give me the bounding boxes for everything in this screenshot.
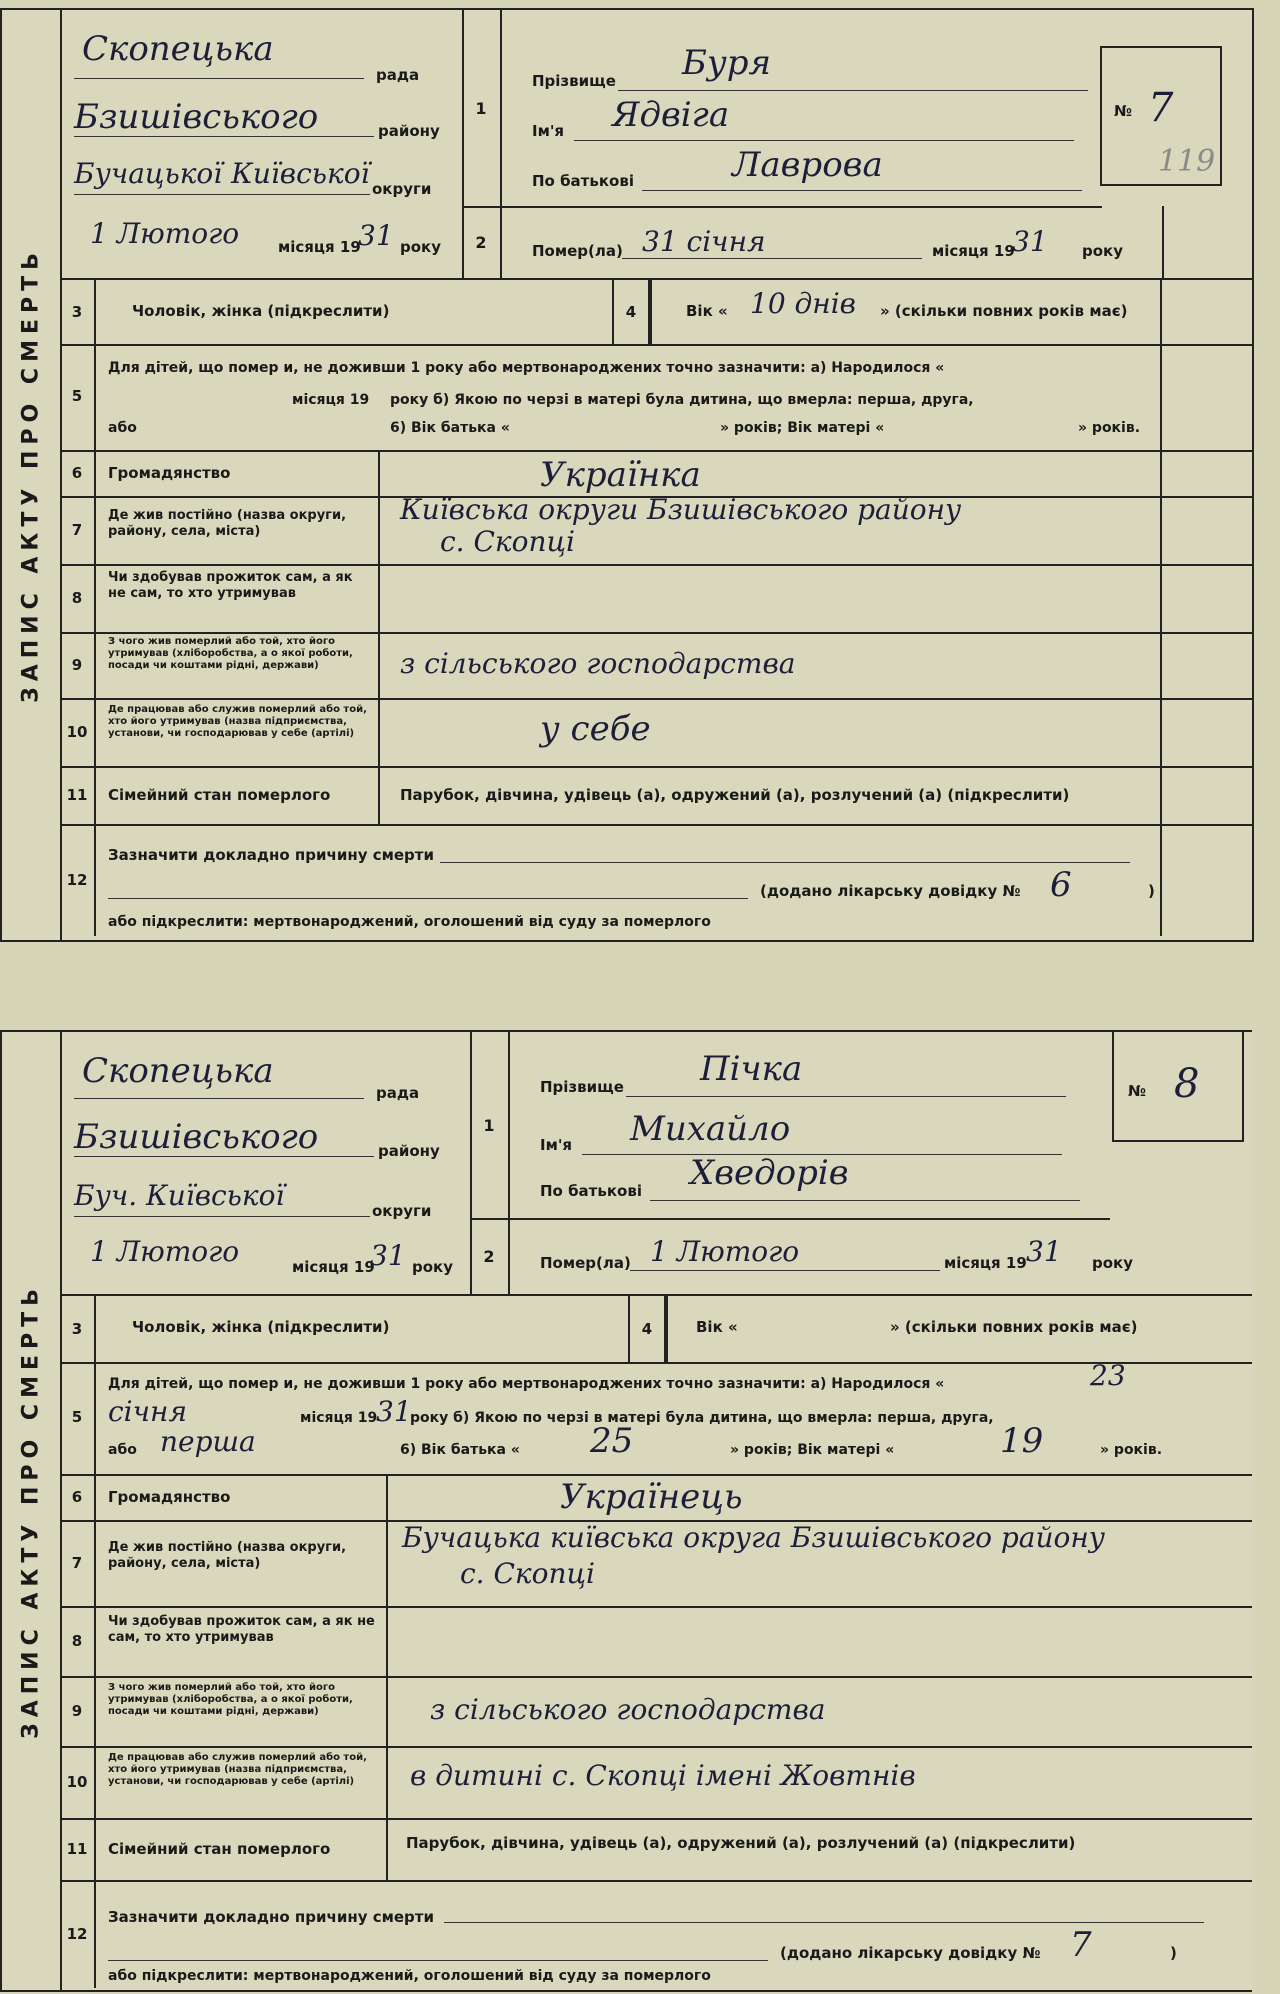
death-date-block [510,1218,1240,1294]
row-5-number: 5 [60,1360,96,1474]
income-source-label: З чого жив померлий або той, хто його утримував (хліборобства, а о якої роботи, посади чи коштами рідні, держави) [108,636,353,671]
sex-label: Чоловік, жінка (підкреслити) [132,1318,390,1336]
old-record-number: 119 [1158,144,1216,179]
birth-order-value: перша [160,1425,256,1458]
children-father-age-label: 6) Вік батька « [400,1442,520,1458]
row-4-number: 4 [630,1296,666,1362]
cause-label: Зазначити докладно причину смерти [108,1908,434,1926]
children-month-label: місяця 19 [300,1410,378,1426]
patronymic-value: Лаврова [732,145,883,185]
row-5-number: 5 [60,342,96,450]
citizenship-label: Громадянство [108,464,231,482]
row-6-number: 6 [60,450,96,496]
sex-label: Чоловік, жінка (підкреслити) [132,302,390,320]
death-year-value: 31 [1012,225,1048,258]
row-8-number: 8 [60,1606,96,1676]
workplace-label: Де працював або служив померлий або той, хто його утримував (назва підприємства, установи, чи господарював у себе (артілі) [108,1752,367,1787]
row-4-number: 4 [614,280,650,344]
residence-value-2: с. Скопці [440,525,576,558]
livelihood-label: Чи здобував прожиток сам, а як не сам, то хто утримував [108,570,353,601]
surname-label: Прізвище [540,1078,624,1096]
children-line-1: Для дітей, що помер и, не доживши 1 року або мертвонароджених точно зазначити: а) Народилося « [108,1376,945,1392]
record-month-label: місяця 19 [278,238,361,256]
certificate-value: 6 [1050,865,1072,905]
children-mother-age-label: » років; Вік матері « [720,420,885,436]
side-title: ЗАПИС АКТУ ПРО СМЕРТЬ [18,1283,44,1739]
age-value: 10 днів [750,287,856,320]
certificate-label: (додано лікарську довідку № [780,1944,1041,1962]
name-value: Ядвіга [612,95,730,135]
side-title: ЗАПИС АКТУ ПРО СМЕРТЬ [18,247,44,703]
row-5 [60,1360,1252,1476]
row-11 [60,1818,1252,1882]
residence-label: Де жив постійно (назва округи, району, села, міста) [108,1540,347,1571]
livelihood-label: Чи здобував прожиток сам, а як не сам, то хто утримував [108,1614,375,1645]
marital-options: Парубок, дівчина, удівець (а), одружений (а), розлучений (а) (підкреслити) [400,786,1070,804]
row-10-number: 10 [60,698,96,766]
okrug-value: Бучацької Київської [74,157,370,190]
surname-value: Пічка [700,1049,803,1089]
row-6-number: 6 [60,1474,96,1520]
row-11-number: 11 [60,766,96,824]
record-number-box [1112,1032,1244,1142]
death-record-2 [0,1030,1252,1992]
side-title-panel [2,10,62,940]
row-7 [60,493,1252,566]
certificate-close: ) [1148,882,1155,900]
citizenship-value: Українка [540,455,701,495]
marital-options: Парубок, дівчина, удівець (а), одружений (а), розлучений (а) (підкреслити) [406,1834,1076,1852]
death-day-value: 31 січня [642,225,766,258]
row-12 [60,824,1252,936]
row-9 [60,632,1252,700]
row-3-4 [60,278,1252,346]
children-father-age-label: 6) Вік батька « [390,420,510,436]
name-value: Михайло [630,1109,791,1149]
record-year-label: року [412,1258,454,1276]
death-record-1 [0,8,1254,942]
row-7-number: 7 [60,496,96,564]
children-month-label: місяця 19 [292,392,370,408]
patronymic-label: По батькові [532,172,634,190]
row-2-number: 2 [462,206,502,278]
row-3-number: 3 [60,280,96,344]
row-1-number: 1 [470,1032,510,1220]
row-10 [60,698,1252,768]
death-label: Помер(ла) [532,242,623,260]
age-tail-label: » (скільки повних років має) [880,302,1128,320]
children-abo-label: або [108,1442,137,1458]
row-12-number: 12 [60,1880,96,1988]
certificate-close: ) [1170,1944,1177,1962]
row-10-number: 10 [60,1746,96,1818]
record-month-label: місяця 19 [292,1258,375,1276]
name-label: Ім'я [532,122,565,140]
raion-label: району [378,1142,440,1160]
death-day-value: 1 Лютого [650,1235,800,1268]
residence-value-1: Київська округи Бзишівського району [400,493,962,526]
row-12 [60,1880,1252,1988]
workplace-label: Де працював або служив померлий або той, хто його утримував (назва підприємства, установи, чи господарював у себе (артілі) [108,704,367,739]
death-year-label: року [1092,1254,1134,1272]
stillborn-note: або підкреслити: мертвонароджений, оголошений від суду за померлого [108,1968,711,1984]
children-mother-age-label: » років; Вік матері « [730,1442,895,1458]
row-3-number: 3 [60,1296,96,1362]
record-number-value: 7 [1148,85,1174,131]
row-7 [60,1520,1252,1608]
born-day-value: 23 [1090,1359,1126,1392]
mother-age-value: 19 [1000,1421,1044,1461]
certificate-label: (додано лікарську довідку № [760,882,1021,900]
header-block-left [60,1032,472,1296]
row-10 [60,1746,1252,1820]
person-block [502,10,1102,208]
row-6 [60,450,1252,498]
surname-label: Прізвище [532,72,616,90]
death-date-block [502,206,1164,278]
workplace-value: у себе [540,709,651,749]
surname-value: Буря [682,43,771,83]
income-source-value: з сільського господарства [430,1693,826,1726]
children-abo-label: або [108,420,137,436]
marital-label: Сімейний стан померлого [108,1840,331,1858]
residence-value-1: Бучацька київська округа Бзишівського району [402,1521,1106,1554]
born-year-value: 31 [376,1395,412,1428]
income-source-label: З чого жив померлий або той, хто його утримував (хліборобства, а о якої роботи, посади чи коштами рідні, держави) [108,1682,353,1717]
row-9-number: 9 [60,632,96,698]
row-9 [60,1676,1252,1748]
row-8-number: 8 [60,564,96,632]
residence-value-2: с. Скопці [460,1557,596,1590]
record-day-value: 1 Лютого [90,217,240,250]
father-age-value: 25 [590,1421,634,1461]
children-line-2: року б) Якою по черзі в матері була дитина, що вмерла: перша, друга, [410,1410,994,1426]
stillborn-note: або підкреслити: мертвонароджений, оголошений від суду за померлого [108,914,711,930]
rada-label: рада [376,1084,420,1102]
citizenship-value: Українець [560,1477,743,1517]
record-number-box [1100,46,1222,186]
record-number-value: 8 [1174,1061,1200,1107]
patronymic-value: Хведорів [690,1153,849,1193]
rada-value: Скопецька [82,1051,274,1091]
person-block [510,1032,1110,1220]
row-11-number: 11 [60,1818,96,1880]
children-line-2: року б) Якою по черзі в матері була дитина, що вмерла: перша, друга, [390,392,974,408]
death-year-value: 31 [1026,1235,1062,1268]
death-month-label: місяця 19 [944,1254,1027,1272]
children-years-end-label: » років. [1100,1442,1163,1458]
row-2-number: 2 [470,1218,510,1294]
workplace-value: в дитині с. Скопці імені Жовтнів [410,1759,916,1792]
row-12-number: 12 [60,824,96,936]
row-7-number: 7 [60,1520,96,1606]
header-block-left [60,10,464,280]
record-year-label: року [400,238,442,256]
death-month-label: місяця 19 [932,242,1015,260]
age-label: Вік « [696,1318,738,1336]
row-11 [60,766,1252,826]
record-number-label: № [1114,102,1133,120]
row-9-number: 9 [60,1676,96,1746]
citizenship-label: Громадянство [108,1488,231,1506]
patronymic-label: По батькові [540,1182,642,1200]
death-year-label: року [1082,242,1124,260]
certificate-value: 7 [1070,1925,1092,1965]
name-label: Ім'я [540,1136,573,1154]
rada-label: рада [376,66,420,84]
marital-label: Сімейний стан померлого [108,786,331,804]
cause-label: Зазначити докладно причину смерти [108,846,434,864]
okrug-label: округи [372,1202,432,1220]
okrug-value: Буч. Київської [74,1179,285,1212]
raion-value: Бзишівського [74,97,319,137]
age-tail-label: » (скільки повних років має) [890,1318,1138,1336]
raion-label: району [378,122,440,140]
residence-label: Де жив постійно (назва округи, району, села, міста) [108,508,347,539]
record-year-value: 31 [370,1239,406,1272]
row-1-number: 1 [462,10,502,208]
side-title-panel [2,1032,62,1990]
record-day-value: 1 Лютого [90,1235,240,1268]
death-label: Помер(ла) [540,1254,631,1272]
income-source-value: з сільського господарства [400,647,796,680]
record-year-value: 31 [358,219,394,252]
children-line-1: Для дітей, що помер и, не доживши 1 року або мертвонароджених точно зазначити: а) Народилося « [108,360,945,376]
okrug-label: округи [372,180,432,198]
children-years-end-label: » років. [1078,420,1141,436]
record-number-label: № [1128,1082,1147,1100]
row-8 [60,1606,1252,1678]
row-3-4 [60,1294,1252,1364]
raion-value: Бзишівського [74,1117,319,1157]
row-8 [60,564,1252,634]
born-month-value: січня [108,1395,188,1428]
row-6 [60,1474,1252,1522]
age-label: Вік « [686,302,728,320]
row-5 [60,342,1252,452]
rada-value: Скопецька [82,29,274,69]
